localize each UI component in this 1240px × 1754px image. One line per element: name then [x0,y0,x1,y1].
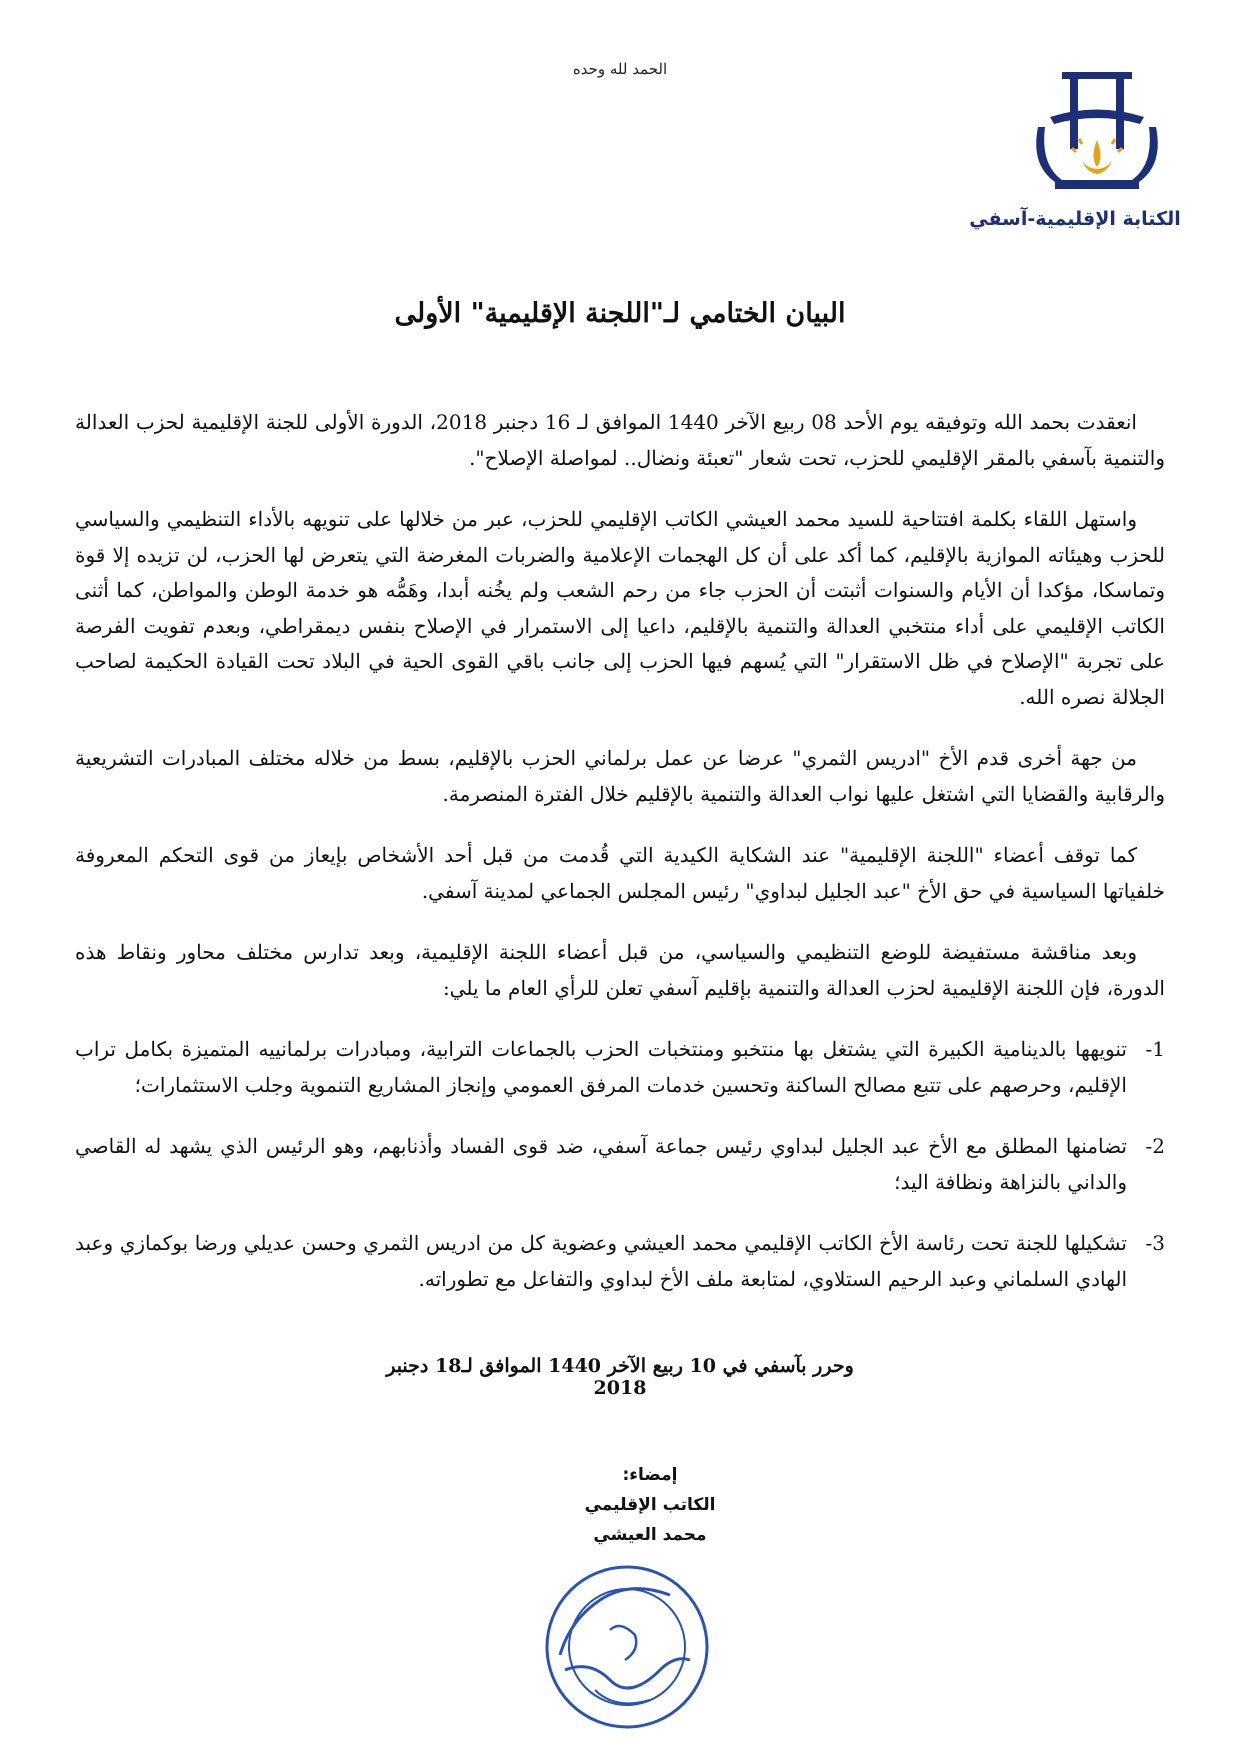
body-paragraph: كما توقف أعضاء "اللجنة الإقليمية" عند الشكاية الكيدية التي قُدمت من قبل أحد الأشخاص بإيعاز من قوى التحكم المعروفة خلفياتها السياسية في حق الأخ "عبد الجليل لبداوي" رئيس المجلس الجماعي لمدينة آسفي. [75,843,1165,903]
resolutions-list [75,1032,1165,1297]
document-date-line: وحرر بآسفي في 10 ربيع الآخر 1440 الموافق لـ18 دجنبر 2018 [386,1355,854,1399]
signature-name: محمد العيشي [593,1525,707,1545]
list-item [75,1129,1165,1200]
official-stamp [540,1560,715,1735]
signature-role: الكاتب الإقليمي [584,1495,716,1515]
regional-secretariat-label: الكتابة الإقليمية-آسفي [969,208,1181,230]
body-paragraph: من جهة أخرى قدم الأخ "ادريس الثمري" عرضا عن عمل برلماني الحزب بالإقليم، بسط من خلاله مختلف المبادرات التشريعية والرقابية والقضايا التي اشتغل عليها نواب العدالة والتنمية بالإقليم خلال الفترة المنصرمة. [75,746,1165,806]
list-item-text: تشكيلها للجنة تحت رئاسة الأخ الكاتب الإقليمي محمد العيشي وعضوية كل من ادريس الثمري وحسن عديلي ورضا بوكمازي وعبد الهادي السلماني وعبد الرحيم الستلاوي، لمتابعة ملف الأخ لبداوي والتفاعل مع تطوراته. [75,1231,1127,1291]
document-title: البيان الختامي لـ"اللجنة الإقليمية" الأولى [394,298,846,329]
stamp-seal-icon [540,1560,715,1735]
body-paragraph: واستهل اللقاء بكلمة افتتاحية للسيد محمد العيشي الكاتب الإقليمي للحزب، عبر من خلالها على تنويهه بالأداء التنظيمي والسياسي للحزب وهيئاته الموازية بالإقليم، كما أكد على أن كل الهجمات الإعلامية والضربات المغرضة التي يتعرض لها الحزب، لن تزيده إلا قوة وتماسكا، مؤكدا أن الأيام والسنوات أثبتت أن الحزب جاء من رحم الشعب ولم يخُنه أبدا، وهَمُّه هو خدمة الوطن والمواطن، كما أثنى الكاتب الإقليمي على أداء منتخبي العدالة والتنمية بالإقليم، داعيا إلى الاستمرار في الإصلاح بنفس ديمقراطي، وبعدم تفويت الفرصة على تجربة "الإصلاح في ظل الاستقرار" التي يُسهم فيها الحزب إلى جانب باقي القوى الحية في البلاد تحت القيادة الحكيمة لصاحب الجلالة نصره الله. [75,507,1165,709]
document-body [75,405,1165,1323]
list-item-number: 3- [1145,1231,1165,1255]
body-paragraph: وبعد مناقشة مستفيضة للوضع التنظيمي والسياسي، من قبل أعضاء اللجنة الإقليمية، وبعد تدارس مختلف محاور ونقاط هذه الدورة، فإن اللجنة الإقليمية لحزب العدالة والتنمية بإقليم آسفي تعلن للرأي العام ما يلي: [75,940,1165,1000]
list-item-text: تنويهها بالدينامية الكبيرة التي يشتغل بها منتخبو ومنتخبات الحزب بالجماعات الترابية، ومبادرات برلمانييه المتميزة بكامل تراب الإقليم، وحرصهم على تتبع مصالح الساكنة وتحسين خدمات المرفق العمومي وإنجاز المشاريع التنموية وجلب الاستثمارات؛ [75,1037,1127,1097]
list-item-text: تضامنها المطلق مع الأخ عبد الجليل لبداوي رئيس جماعة آسفي، ضد قوى الفساد وأذنابهم، وهو الرئيس الذي يشهد له القاصي والداني بالنزاهة ونظافة اليد؛ [75,1134,1127,1194]
list-item [75,1032,1165,1103]
body-paragraph: انعقدت بحمد الله وتوفيقه يوم الأحد 08 ربيع الآخر 1440 الموافق لـ 16 دجنبر 2018، الدورة الأولى للجنة الإقليمية لحزب العدالة والتنمية بآسفي بالمقر الإقليمي للحزب، تحت شعار "تعبئة ونضال.. لمواصلة الإصلاح". [75,410,1165,470]
list-item-number: 1- [1145,1037,1165,1061]
list-item-number: 2- [1145,1134,1165,1158]
list-item [75,1226,1165,1297]
signature-block [560,1460,740,1550]
header-top-line: الحمد لله وحده [572,60,668,78]
signature-label: إمضاء: [622,1465,678,1485]
